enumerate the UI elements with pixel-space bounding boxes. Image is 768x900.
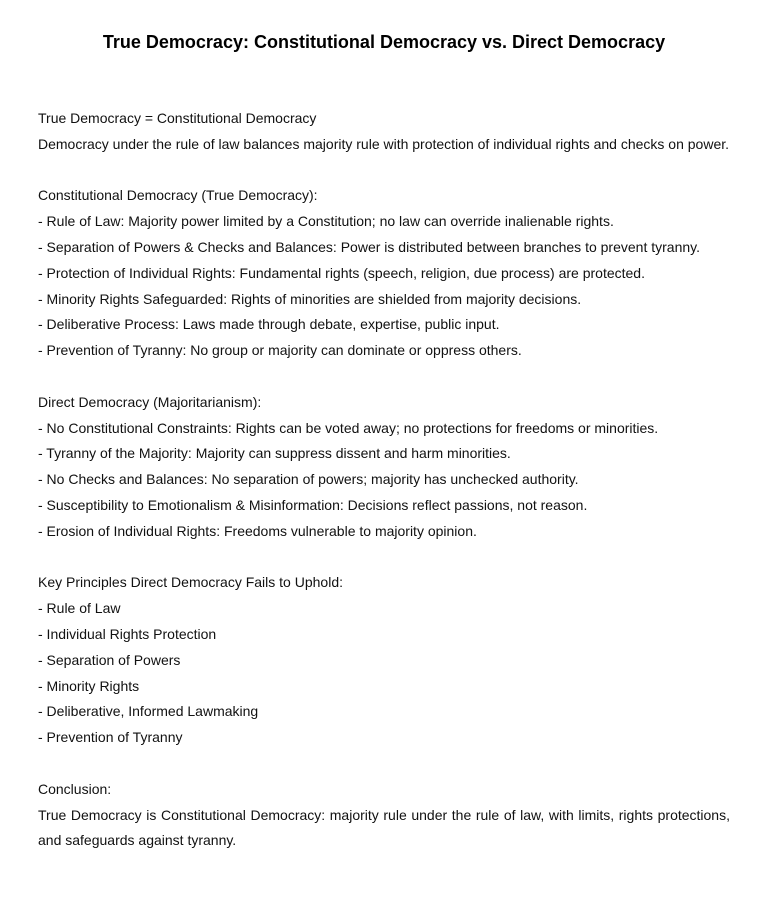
document-body bbox=[38, 106, 730, 854]
list-item: - Deliberative, Informed Lawmaking bbox=[38, 703, 259, 720]
direct-heading: Direct Democracy (Majoritarianism): bbox=[38, 393, 262, 410]
intro-paragraph: Democracy under the rule of law balances majority rule with protection of individual rights and checks on power. bbox=[38, 135, 730, 152]
list-item: - Minority Rights Safeguarded: Rights of minorities are shielded from majority decisions. bbox=[38, 290, 582, 307]
list-item: - Separation of Powers bbox=[38, 651, 181, 668]
constitutional-section bbox=[38, 183, 730, 364]
list-item: - No Constitutional Constraints: Rights can be voted away; no protections for freedoms or minorities. bbox=[38, 419, 659, 436]
list-item: - Separation of Powers & Checks and Balances: Power is distributed between branches to prevent tyranny. bbox=[38, 238, 700, 255]
principles-list bbox=[38, 596, 730, 751]
constitutional-heading: Constitutional Democracy (True Democracy): bbox=[38, 187, 318, 204]
conclusion-paragraph: True Democracy is Constitutional Democracy: majority rule under the rule of law, with limits, rights protections, and safeguards against tyranny. bbox=[38, 806, 730, 849]
list-item: - Deliberative Process: Laws made through debate, expertise, public input. bbox=[38, 316, 500, 333]
list-item: - No Checks and Balances: No separation of powers; majority has unchecked authority. bbox=[38, 471, 579, 488]
direct-list bbox=[38, 416, 730, 545]
constitutional-list bbox=[38, 209, 730, 364]
list-item: - Individual Rights Protection bbox=[38, 625, 217, 642]
section-spacer bbox=[38, 158, 730, 184]
section-spacer bbox=[38, 751, 730, 777]
conclusion-heading: Conclusion: bbox=[38, 780, 112, 797]
section-spacer bbox=[38, 364, 730, 390]
conclusion-section bbox=[38, 777, 730, 854]
list-item: - Susceptibility to Emotionalism & Misinformation: Decisions reflect passions, not reason. bbox=[38, 496, 588, 513]
list-item: - Minority Rights bbox=[38, 677, 140, 694]
principles-section bbox=[38, 570, 730, 751]
list-item: - Protection of Individual Rights: Fundamental rights (speech, religion, due process) are protected. bbox=[38, 264, 645, 281]
list-item: - Prevention of Tyranny bbox=[38, 729, 183, 746]
list-item: - Rule of Law bbox=[38, 600, 121, 617]
intro-section bbox=[38, 106, 730, 158]
list-item: - Tyranny of the Majority: Majority can suppress dissent and harm minorities. bbox=[38, 445, 511, 462]
list-item: - Erosion of Individual Rights: Freedoms vulnerable to majority opinion. bbox=[38, 522, 477, 539]
direct-section bbox=[38, 390, 730, 545]
document-title: True Democracy: Constitutional Democracy vs. Direct Democracy bbox=[102, 32, 666, 52]
intro-heading: True Democracy = Constitutional Democracy bbox=[38, 110, 317, 126]
principles-heading: Key Principles Direct Democracy Fails to Uphold: bbox=[38, 574, 343, 591]
section-spacer bbox=[38, 545, 730, 571]
list-item: - Prevention of Tyranny: No group or majority can dominate or oppress others. bbox=[38, 342, 522, 359]
list-item: - Rule of Law: Majority power limited by a Constitution; no law can override inalienable rights. bbox=[38, 213, 614, 230]
